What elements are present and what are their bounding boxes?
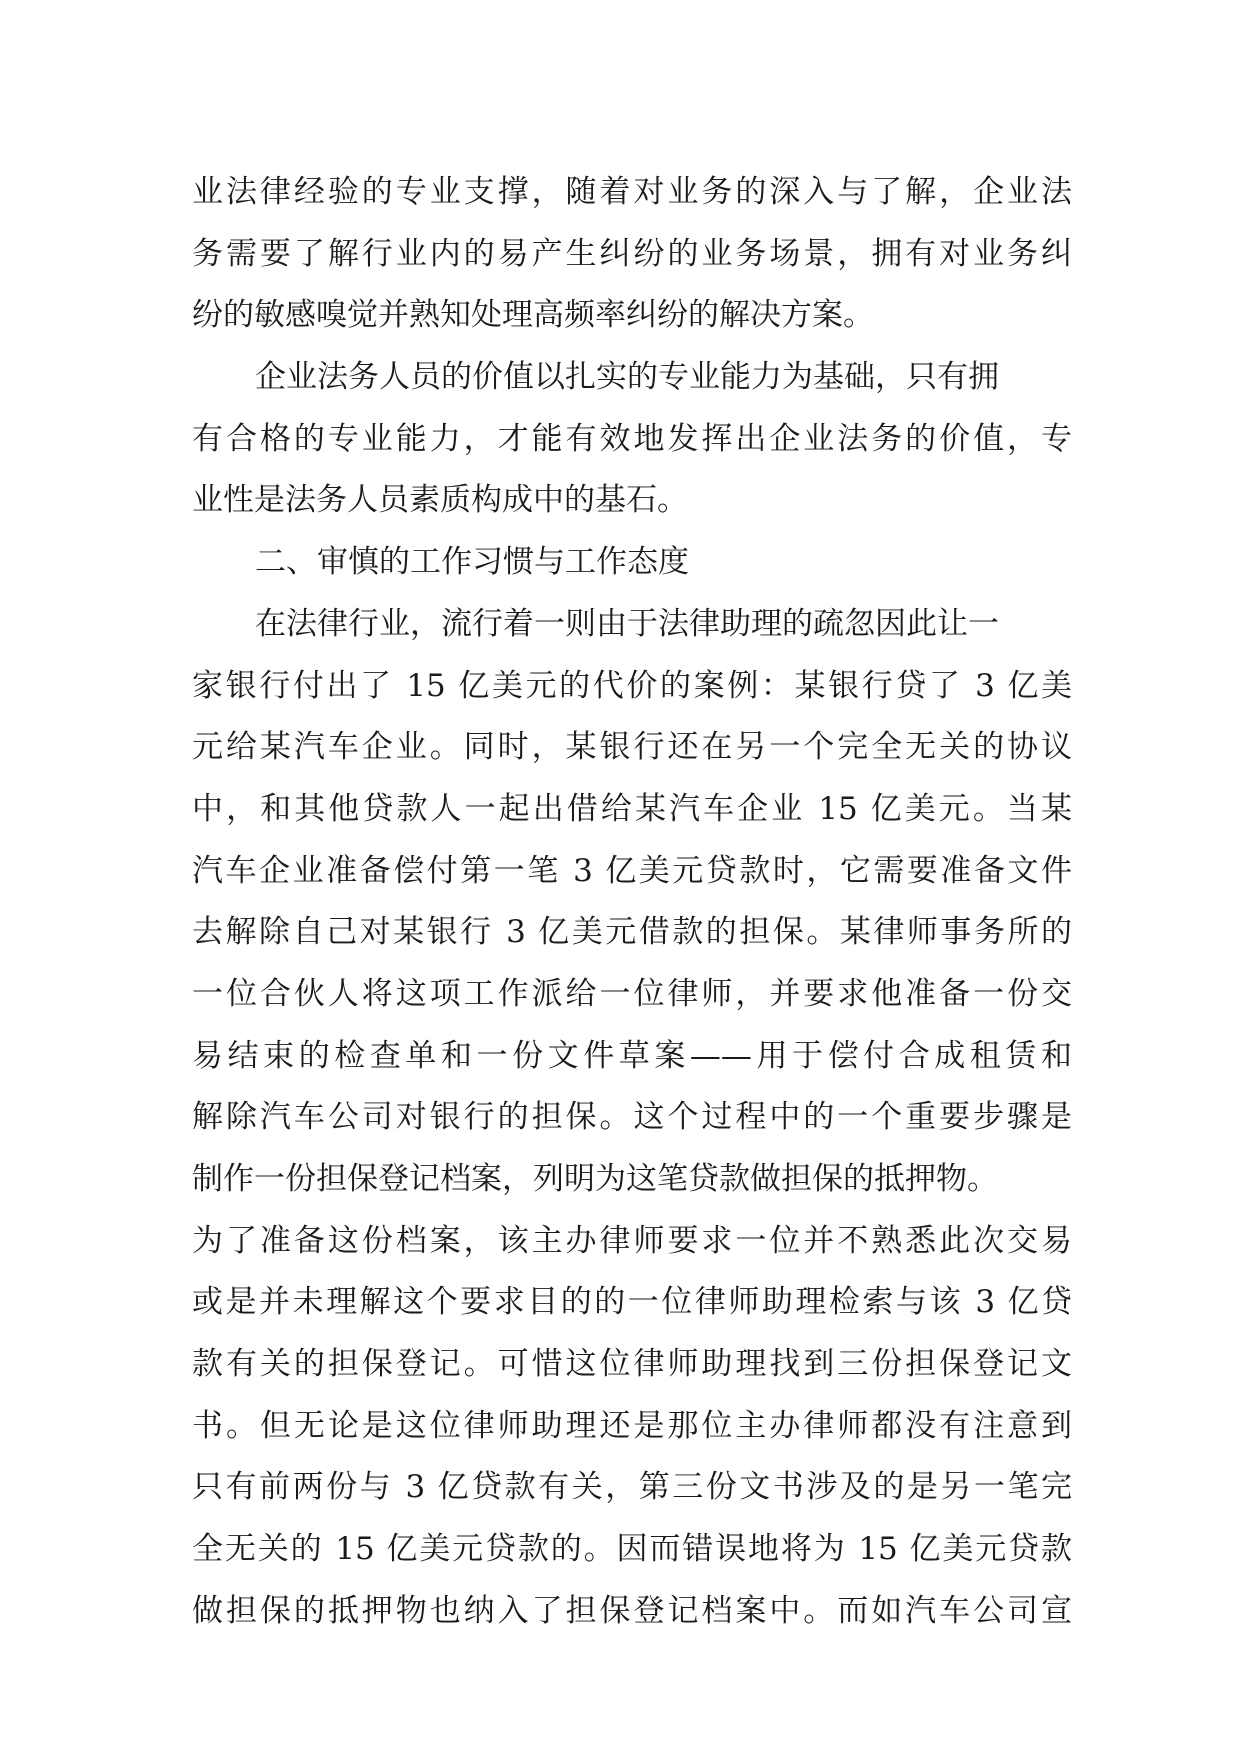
text-line-8: 在法律行业，流行着一则由于法律助理的疏忽因此让一	[255, 605, 999, 642]
text-line-23: 全无关的 15 亿美元贷款的。因而错误地将为 15 亿美元贷款	[192, 1531, 1072, 1568]
text-line-19: 或是并未理解这个要求目的的一位律师助理检索与该 3 亿贷	[192, 1284, 1072, 1321]
text-line-21: 书。但无论是这位律师助理还是那位主办律师都没有注意到	[192, 1407, 1072, 1444]
text-line-14: 一位合伙人将这项工作派给一位律师，并要求他准备一份交	[192, 975, 1072, 1012]
text-line-9: 家银行付出了 15 亿美元的代价的案例：某银行贷了 3 亿美	[192, 667, 1072, 704]
text-line-3: 纷的敏感嗅觉并熟知处理高频率纠纷的解决方案。	[192, 297, 874, 334]
text-line-22: 只有前两份与 3 亿贷款有关，第三份文书涉及的是另一笔完	[192, 1469, 1072, 1506]
text-line-24: 做担保的抵押物也纳入了担保登记档案中。而如汽车公司宣	[192, 1592, 1072, 1629]
text-line-2: 务需要了解行业内的易产生纠纷的业务场景，拥有对业务纠	[192, 235, 1072, 272]
text-line-10: 元给某汽车企业。同时，某银行还在另一个完全无关的协议	[192, 729, 1072, 766]
text-line-12: 汽车企业准备偿付第一笔 3 亿美元贷款时，它需要准备文件	[192, 852, 1072, 889]
text-line-17: 制作一份担保登记档案，列明为这笔贷款做担保的抵押物。	[192, 1161, 998, 1197]
text-line-11: 中，和其他贷款人一起出借给某汽车企业 15 亿美元。当某	[192, 790, 1072, 827]
text-line-13: 去解除自己对某银行 3 亿美元借款的担保。某律师事务所的	[192, 914, 1072, 951]
body-text	[192, 162, 1072, 1643]
text-line-16: 解除汽车公司对银行的担保。这个过程中的一个重要步骤是	[192, 1099, 1072, 1136]
text-line-6: 业性是法务人员素质构成中的基石。	[192, 482, 688, 519]
section-heading: 二、审慎的工作习惯与工作态度	[255, 544, 689, 581]
text-line-4: 企业法务人员的价值以扎实的专业能力为基础，只有拥	[255, 359, 999, 396]
text-line-15: 易结束的检查单和一份文件草案——用于偿付合成租赁和	[192, 1037, 1072, 1074]
text-line-18: 为了准备这份档案，该主办律师要求一位并不熟悉此次交易	[192, 1222, 1072, 1259]
text-line-1: 业法律经验的专业支撑，随着对业务的深入与了解，企业法	[192, 174, 1072, 210]
text-line-5: 有合格的专业能力，才能有效地发挥出企业法务的价值，专	[192, 420, 1072, 457]
text-line-20: 款有关的担保登记。可惜这位律师助理找到三份担保登记文	[192, 1346, 1072, 1383]
